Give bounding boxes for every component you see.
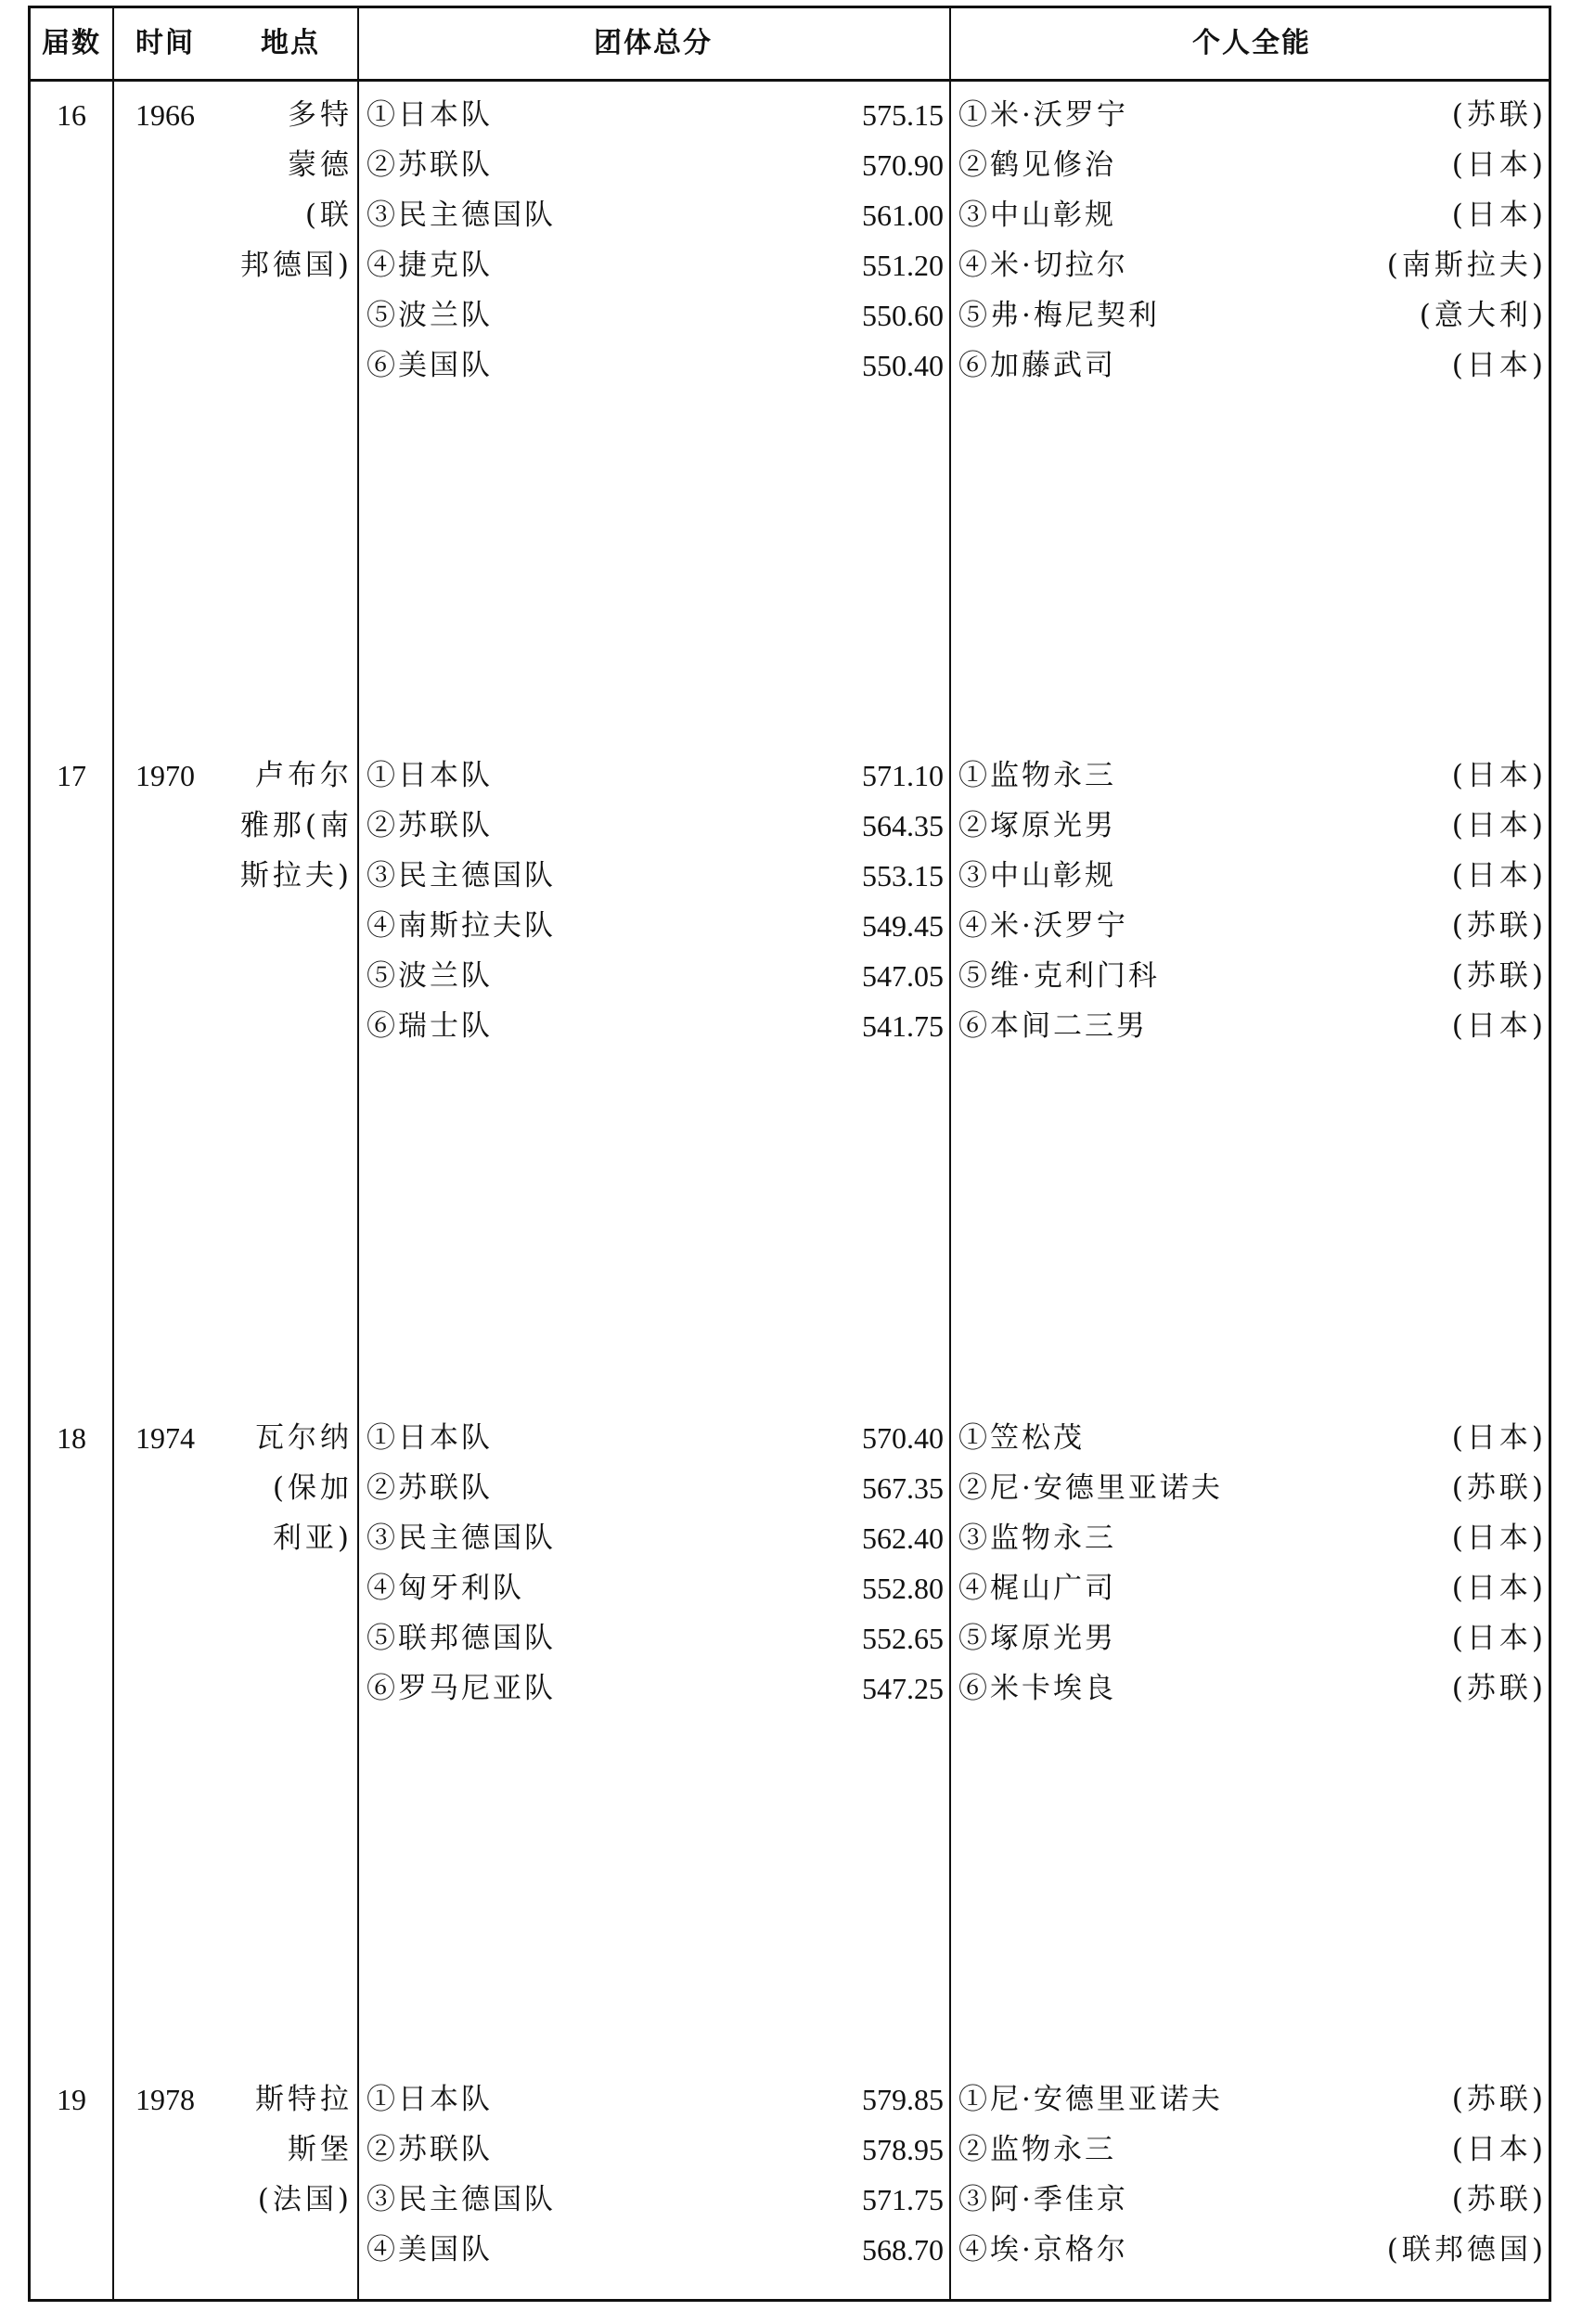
- team-score: 553.15: [862, 859, 944, 892]
- edition-year: 1974: [135, 1421, 195, 1455]
- team-name: ⑤波兰队: [367, 299, 493, 332]
- gymnast-name: ⑥加藤武司: [958, 349, 1116, 382]
- gymnast-country: (苏联): [1451, 98, 1547, 132]
- team-name: ②苏联队: [367, 809, 493, 842]
- edition-place-line: (联: [304, 199, 353, 232]
- edition-place-line: 利亚): [272, 1522, 353, 1555]
- team-score: 570.40: [862, 1421, 944, 1455]
- edition-place-line: 雅那(南: [239, 809, 353, 842]
- gymnast-name: ②尼·安德里亚诺夫: [958, 1471, 1223, 1505]
- gymnast-country: (联邦德国): [1386, 2233, 1547, 2266]
- team-name: ⑥美国队: [367, 349, 493, 382]
- team-score: 550.40: [862, 349, 944, 382]
- team-name: ①日本队: [367, 759, 493, 792]
- gymnast-name: ③中山彰规: [958, 199, 1116, 232]
- results-table: [28, 6, 1551, 2302]
- gymnast-country: (日本): [1451, 1522, 1547, 1555]
- gymnast-name: ②塚原光男: [958, 809, 1116, 842]
- gymnast-name: ④埃·京格尔: [958, 2233, 1128, 2266]
- gymnast-country: (苏联): [1451, 2083, 1547, 2116]
- gymnast-name: ⑥本间二三男: [958, 1009, 1148, 1043]
- gymnast-name: ④梶山广司: [958, 1572, 1116, 1605]
- gymnast-name: ④米·沃罗宁: [958, 909, 1128, 943]
- edition-number: 19: [57, 2083, 86, 2116]
- gymnast-name: ③中山彰规: [958, 859, 1116, 892]
- edition-place-line: 斯拉夫): [239, 859, 353, 892]
- gymnast-country: (苏联): [1451, 2183, 1547, 2216]
- team-name: ②苏联队: [367, 148, 493, 182]
- team-name: ②苏联队: [367, 2133, 493, 2166]
- gymnast-country: (日本): [1451, 1009, 1547, 1043]
- team-name: ①日本队: [367, 98, 493, 132]
- team-name: ⑤联邦德国队: [367, 1622, 556, 1655]
- gymnast-name: ⑥米卡埃良: [958, 1672, 1116, 1705]
- team-score: 571.10: [862, 759, 944, 792]
- column-divider: [949, 8, 951, 2299]
- gymnast-country: (日本): [1451, 1421, 1547, 1455]
- team-score: 552.80: [862, 1572, 944, 1605]
- edition-number: 16: [57, 98, 86, 132]
- gymnast-name: ③阿·季佳京: [958, 2183, 1128, 2216]
- column-divider: [221, 79, 223, 2299]
- header-individual-allround: 个人全能: [1192, 27, 1311, 59]
- gymnast-country: (日本): [1451, 809, 1547, 842]
- edition-year: 1966: [135, 98, 195, 132]
- gymnast-country: (南斯拉夫): [1386, 249, 1547, 282]
- gymnast-country: (意大利): [1419, 299, 1547, 332]
- team-score: 578.95: [862, 2133, 944, 2166]
- edition-place-line: 多特: [288, 98, 353, 132]
- team-name: ③民主德国队: [367, 199, 556, 232]
- gymnast-country: (日本): [1451, 1572, 1547, 1605]
- gymnast-name: ①米·沃罗宁: [958, 98, 1128, 132]
- gymnast-name: ②监物永三: [958, 2133, 1116, 2166]
- edition-year: 1970: [135, 759, 195, 792]
- team-score: 541.75: [862, 1009, 944, 1043]
- gymnast-country: (苏联): [1451, 1471, 1547, 1505]
- team-name: ①日本队: [367, 1421, 493, 1455]
- header-edition: 届数: [42, 27, 101, 59]
- column-divider: [112, 8, 114, 2299]
- team-score: 547.25: [862, 1672, 944, 1705]
- team-score: 564.35: [862, 809, 944, 842]
- gymnast-country: (苏联): [1451, 909, 1547, 943]
- edition-place-line: 瓦尔纳: [255, 1421, 353, 1455]
- gymnast-name: ①尼·安德里亚诺夫: [958, 2083, 1223, 2116]
- team-score: 575.15: [862, 98, 944, 132]
- gymnast-country: (苏联): [1451, 959, 1547, 993]
- header-team-total: 团体总分: [594, 27, 713, 59]
- edition-year: 1978: [135, 2083, 195, 2116]
- gymnast-country: (日本): [1451, 1622, 1547, 1655]
- team-name: ④南斯拉夫队: [367, 909, 556, 943]
- gymnast-name: ④米·切拉尔: [958, 249, 1128, 282]
- team-name: ②苏联队: [367, 1471, 493, 1505]
- team-name: ⑤波兰队: [367, 959, 493, 993]
- team-name: ③民主德国队: [367, 1522, 556, 1555]
- edition-number: 17: [57, 759, 86, 792]
- edition-place-line: 卢布尔: [255, 759, 353, 792]
- edition-place-line: (法国): [257, 2183, 353, 2216]
- edition-place-line: 斯堡: [288, 2133, 353, 2166]
- edition-number: 18: [57, 1421, 86, 1455]
- team-name: ④美国队: [367, 2233, 493, 2266]
- gymnast-name: ③监物永三: [958, 1522, 1116, 1555]
- team-name: ⑥罗马尼亚队: [367, 1672, 556, 1705]
- team-score: 561.00: [862, 199, 944, 232]
- team-name: ③民主德国队: [367, 2183, 556, 2216]
- gymnast-name: ⑤维·克利门科: [958, 959, 1160, 993]
- gymnast-name: ⑤塚原光男: [958, 1622, 1116, 1655]
- team-score: 570.90: [862, 148, 944, 182]
- team-score: 568.70: [862, 2233, 944, 2266]
- gymnast-country: (日本): [1451, 349, 1547, 382]
- team-score: 550.60: [862, 299, 944, 332]
- team-score: 567.35: [862, 1471, 944, 1505]
- team-score: 562.40: [862, 1522, 944, 1555]
- team-score: 547.05: [862, 959, 944, 993]
- column-divider: [357, 8, 359, 2299]
- gymnast-country: (日本): [1451, 2133, 1547, 2166]
- team-score: 551.20: [862, 249, 944, 282]
- header-place: 地点: [261, 27, 320, 59]
- gymnast-country: (苏联): [1451, 1672, 1547, 1705]
- team-score: 579.85: [862, 2083, 944, 2116]
- team-name: ④匈牙利队: [367, 1572, 524, 1605]
- team-name: ⑥瑞士队: [367, 1009, 493, 1043]
- team-score: 552.65: [862, 1622, 944, 1655]
- header-rule: [31, 79, 1549, 82]
- edition-place-line: 蒙德: [288, 148, 353, 182]
- gymnast-country: (日本): [1451, 859, 1547, 892]
- edition-place-line: 斯特拉: [255, 2083, 353, 2116]
- team-name: ③民主德国队: [367, 859, 556, 892]
- edition-place-line: (保加: [272, 1471, 353, 1505]
- gymnast-name: ①笠松茂: [958, 1421, 1085, 1455]
- team-score: 571.75: [862, 2183, 944, 2216]
- gymnast-name: ①监物永三: [958, 759, 1116, 792]
- team-name: ④捷克队: [367, 249, 493, 282]
- gymnast-country: (日本): [1451, 759, 1547, 792]
- team-name: ①日本队: [367, 2083, 493, 2116]
- edition-place-line: 邦德国): [239, 249, 353, 282]
- gymnast-country: (日本): [1451, 148, 1547, 182]
- gymnast-name: ②鹤见修治: [958, 148, 1116, 182]
- header-time: 时间: [135, 27, 195, 59]
- team-score: 549.45: [862, 909, 944, 943]
- gymnast-name: ⑤弗·梅尼契利: [958, 299, 1160, 332]
- gymnast-country: (日本): [1451, 199, 1547, 232]
